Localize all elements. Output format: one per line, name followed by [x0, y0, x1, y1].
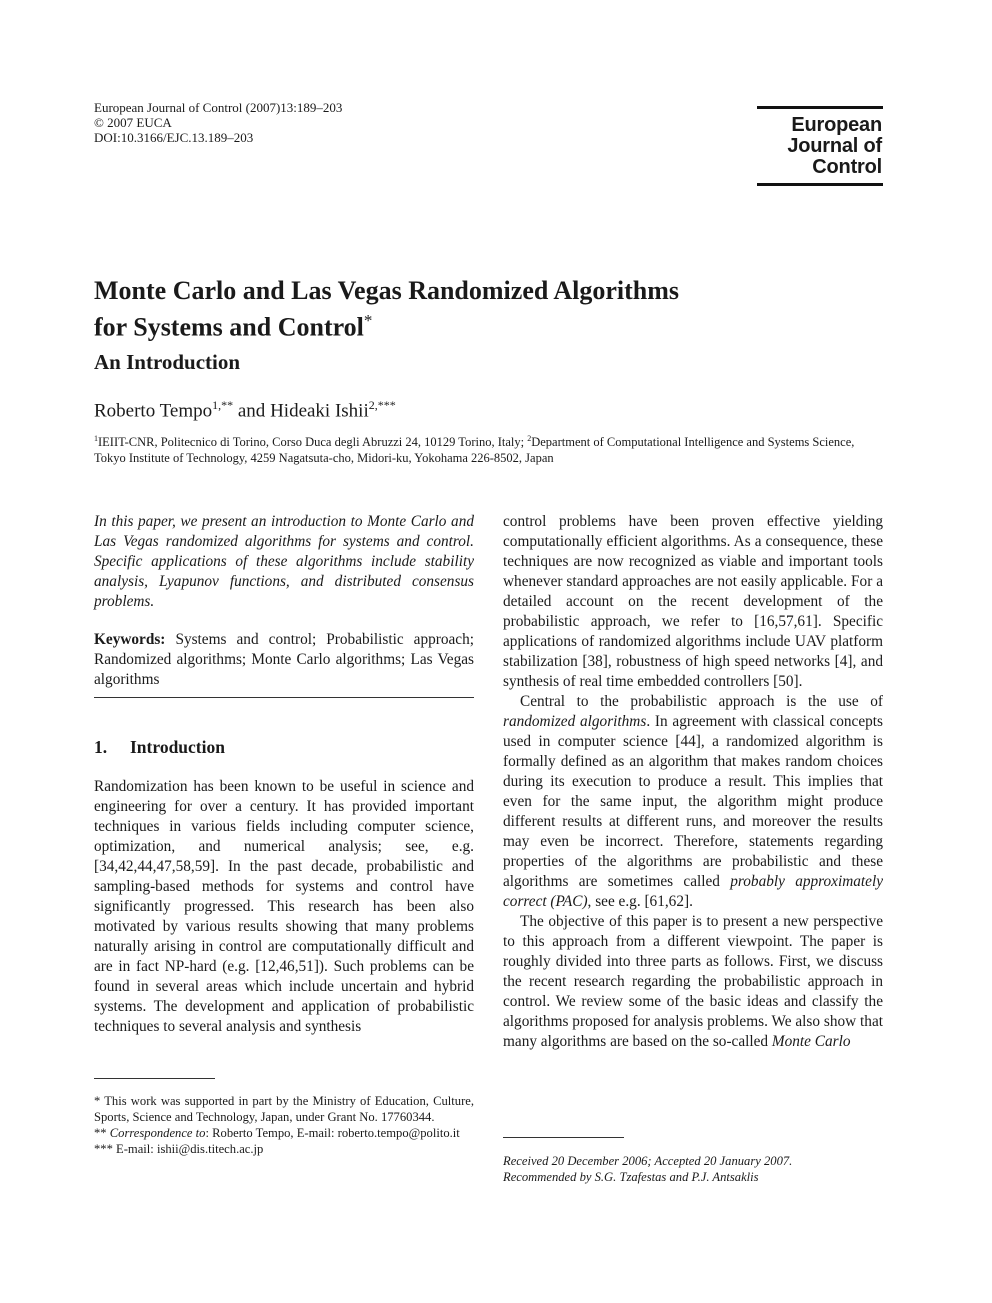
logo-line-1: European [791, 114, 882, 136]
keywords-text: Systems and control; Probabilistic approach; Randomized algorithms; Monte Carlo algorithms; Las Vegas algorithms [94, 631, 474, 688]
logo-text [757, 109, 883, 183]
logo-bottom-rule [757, 183, 883, 186]
right-paragraph-2: Central to the probabilistic approach is the use of randomized algorithms. In agreement with classical concepts used in computer science [44], a randomized algorithm is formally defined as an algorithm that makes random choices during its execution to produce a result. This implies that even for the same input, the algorithm might produce different results at different runs, and moreover the results may even be incorrect. Therefore, statements regarding properties of the algorithms are probabilistic and these algorithms are sometimes called probably approximately correct (PAC), see e.g. [61,62]. [503, 693, 883, 910]
footnote-funding: * This work was supported in part by the Ministry of Education, Culture, Sports, Science and Technology, Japan, under Grant No. 17760344. [94, 1094, 474, 1124]
title-line-1: Monte Carlo and Las Vegas Randomized Algorithms [94, 276, 680, 305]
author-1: Roberto Tempo [94, 400, 213, 422]
journal-citation: European Journal of Control (2007)13:189–203 [94, 100, 343, 115]
keywords [94, 630, 474, 690]
title-footnote-mark: * [363, 311, 373, 330]
recommended-by: Recommended by S.G. Tzafestas and P.J. Antsaklis [503, 1170, 759, 1184]
right-column [503, 512, 883, 1052]
logo-line-3: Control [812, 156, 882, 178]
affiliations: $^1$IEIIT-CNR, Politecnico di Torino, Corso Duca degli Abruzzi 24, 10129 Torino, Italy; $^2$Department of Computational Intelligence and Systems Science, Tokyo Institute of Technology, 4259 Nagatsuta-cho, Midori-ku, Yokohama 226-8502, Japan [94, 434, 855, 466]
abstract-divider [94, 697, 474, 698]
section-number: 1. [94, 737, 108, 757]
received-divider [503, 1137, 624, 1138]
footnotes [94, 1093, 474, 1157]
right-paragraph-3: The objective of this paper is to present a new perspective to this approach from a different viewpoint. The paper is roughly divided into three parts as follows. First, we discuss the recent research regarding the probabilistic approach in control. We review some of the basic ideas and classify the algorithms proposed for analysis problems. We also show that many algorithms are based on the so-called Monte Carlo [503, 913, 883, 1050]
intro-paragraph: Randomization has been known to be useful in science and engineering for over a century. It has provided important techniques in various fields including computer science, optimization, and numerical analysis; see, e.g. [34,42,44,47,58,59]. In the past decade, probabilistic and sampling-based methods for systems and control have significantly progressed. This research has been also motivated by various results showing that many problems naturally arising in control are computationally difficult and are in fact NP-hard (e.g. [12,46,51]). Such problems can be found in several areas which include uncertain and hybrid systems. The development and application of probabilistic techniques to several analysis and synthesis [94, 778, 474, 1035]
title-line-2: for Systems and Control* [94, 311, 373, 342]
received-dates: Received 20 December 2006; Accepted 20 January 2007. [503, 1154, 793, 1168]
author-list: Roberto Tempo$^{1,**}$ and Hideaki Ishii$^{2,***}$ [94, 398, 396, 422]
footnote-correspondence: ** Correspondence to: Roberto Tempo, E-mail: roberto.tempo@polito.it [94, 1126, 460, 1140]
section-heading [94, 737, 225, 758]
author-1-marks: 1,** [212, 398, 234, 412]
right-paragraph-1: control problems have been proven effective yielding computationally efficient algorithms. As a consequence, these techniques are now recognized as viable and important tools whenever standard approaches are not easily applicable. For a detailed account on the recent development of the probabilistic approach, we refer to [16,57,61]. Specific applications of randomized algorithms include UAV platform stabilization [38], robustness of high speed networks [4], and synthesis of real time embedded controllers [50]. [503, 513, 883, 690]
received-info [503, 1153, 883, 1185]
paper-title [94, 276, 814, 343]
paper-subtitle: An Introduction [94, 350, 241, 374]
author-2-marks: 2,*** [368, 398, 396, 412]
copyright-line: © 2007 EUCA [94, 115, 172, 130]
journal-logo [757, 106, 883, 186]
logo-line-2: Journal of [787, 135, 882, 157]
journal-header [94, 100, 342, 145]
footnote-email: *** E-mail: ishii@dis.titech.ac.jp [94, 1142, 264, 1156]
doi-line: DOI:10.3166/EJC.13.189–203 [94, 130, 254, 145]
abstract: In this paper, we present an introduction to Monte Carlo and Las Vegas randomized algorithms for systems and control. Specific applications of these algorithms include stability analysis, Lyapunov functions, and distributed consensus problems. [94, 513, 474, 610]
keywords-label: Keywords: [94, 631, 166, 648]
footnote-divider [94, 1078, 215, 1079]
section-title: Introduction [130, 737, 225, 757]
author-2: Hideaki Ishii [270, 400, 369, 422]
